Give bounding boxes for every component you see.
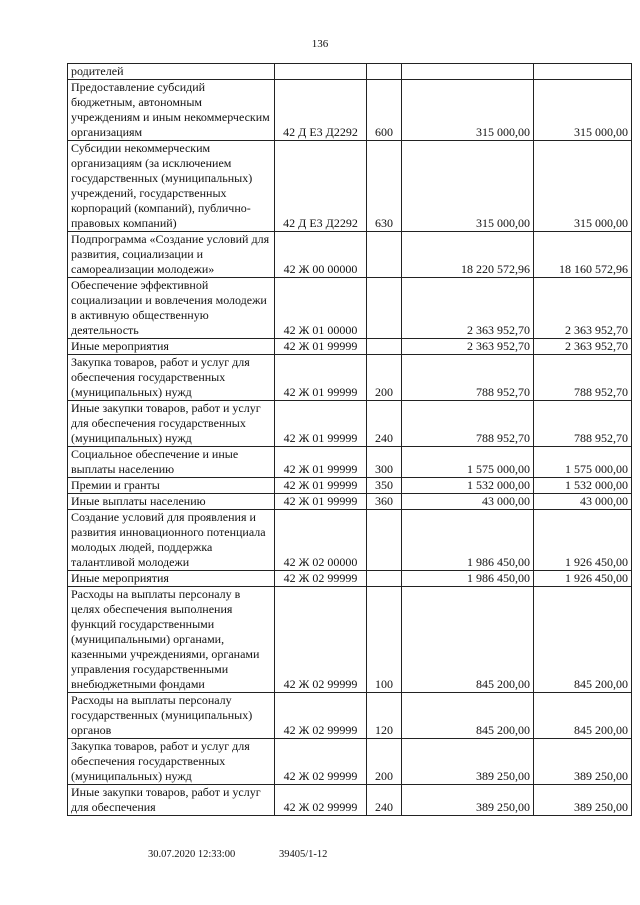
row-code-cell: 42 Ж 01 99999 bbox=[275, 339, 367, 355]
row-amount-1-cell: 2 363 952,70 bbox=[402, 339, 534, 355]
row-amount-1-cell: 1 575 000,00 bbox=[402, 447, 534, 478]
row-code-cell: 42 Ж 02 99999 bbox=[275, 785, 367, 816]
row-amount-2-cell: 788 952,70 bbox=[534, 401, 632, 447]
row-code-cell: 42 Ж 01 99999 bbox=[275, 355, 367, 401]
row-amount-1-cell: 845 200,00 bbox=[402, 693, 534, 739]
row-name-cell: Предоставление субсидий бюджетным, автономным учреждениям и иным некоммерческим организациям bbox=[68, 80, 275, 141]
row-name-cell: Иные закупки товаров, работ и услуг для обеспечения государственных (муниципальных) нужд bbox=[68, 401, 275, 447]
row-code-cell: 42 Ж 02 99999 bbox=[275, 571, 367, 587]
row-type-cell: 300 bbox=[367, 447, 402, 478]
footer-timestamp: 30.07.2020 12:33:00 bbox=[148, 849, 236, 860]
row-amount-1-cell: 43 000,00 bbox=[402, 494, 534, 510]
row-amount-1-cell: 1 532 000,00 bbox=[402, 478, 534, 494]
row-amount-1-cell: 845 200,00 bbox=[402, 587, 534, 693]
page-number: 136 bbox=[311, 38, 329, 50]
row-code-cell: 42 Д Е3 Д2292 bbox=[275, 80, 367, 141]
row-amount-2-cell: 18 160 572,96 bbox=[534, 232, 632, 278]
row-type-cell: 240 bbox=[367, 401, 402, 447]
row-amount-2-cell: 788 952,70 bbox=[534, 355, 632, 401]
row-name-cell: Расходы на выплаты персоналу в целях обеспечения выполнения функций государственными (муниципальными) органами, казенными учреждениями, органами управления государственными внебюджетными фондами bbox=[68, 587, 275, 693]
table-row bbox=[68, 587, 632, 693]
row-name-cell: Расходы на выплаты персоналу государственных (муниципальных) органов bbox=[68, 693, 275, 739]
budget-table-body bbox=[68, 64, 632, 816]
row-name-cell: Подпрограмма «Создание условий для развития, социализации и самореализации молодежи» bbox=[68, 232, 275, 278]
table-row bbox=[68, 339, 632, 355]
footer-doc-id: 39405/1-12 bbox=[279, 849, 328, 860]
row-type-cell: 600 bbox=[367, 80, 402, 141]
row-amount-1-cell: 2 363 952,70 bbox=[402, 278, 534, 339]
table-row bbox=[68, 80, 632, 141]
table-row bbox=[68, 278, 632, 339]
table-row bbox=[68, 693, 632, 739]
row-type-cell: 240 bbox=[367, 785, 402, 816]
row-amount-2-cell: 845 200,00 bbox=[534, 693, 632, 739]
row-name-cell: Иные мероприятия bbox=[68, 571, 275, 587]
row-name-cell: Иные мероприятия bbox=[68, 339, 275, 355]
table-row bbox=[68, 401, 632, 447]
row-type-cell bbox=[367, 64, 402, 80]
row-amount-2-cell: 389 250,00 bbox=[534, 785, 632, 816]
row-amount-1-cell bbox=[402, 64, 534, 80]
row-amount-1-cell: 315 000,00 bbox=[402, 80, 534, 141]
row-code-cell: 42 Ж 01 99999 bbox=[275, 478, 367, 494]
row-code-cell: 42 Ж 02 99999 bbox=[275, 693, 367, 739]
row-name-cell: Закупка товаров, работ и услуг для обеспечения государственных (муниципальных) нужд bbox=[68, 739, 275, 785]
row-name-cell: Обеспечение эффективной социализации и вовлечения молодежи в активную общественную деятельность bbox=[68, 278, 275, 339]
row-amount-1-cell: 389 250,00 bbox=[402, 785, 534, 816]
row-code-cell: 42 Ж 01 00000 bbox=[275, 278, 367, 339]
budget-table bbox=[67, 63, 632, 816]
row-name-cell: родителей bbox=[68, 64, 275, 80]
row-name-cell: Иные закупки товаров, работ и услуг для обеспечения bbox=[68, 785, 275, 816]
row-amount-2-cell: 1 575 000,00 bbox=[534, 447, 632, 478]
row-type-cell bbox=[367, 571, 402, 587]
row-code-cell: 42 Ж 02 99999 bbox=[275, 739, 367, 785]
table-row bbox=[68, 64, 632, 80]
table-row bbox=[68, 232, 632, 278]
row-type-cell bbox=[367, 510, 402, 571]
row-amount-1-cell: 788 952,70 bbox=[402, 401, 534, 447]
row-amount-2-cell: 2 363 952,70 bbox=[534, 278, 632, 339]
row-amount-2-cell bbox=[534, 64, 632, 80]
row-type-cell: 350 bbox=[367, 478, 402, 494]
row-name-cell: Закупка товаров, работ и услуг для обеспечения государственных (муниципальных) нужд bbox=[68, 355, 275, 401]
row-name-cell: Премии и гранты bbox=[68, 478, 275, 494]
row-code-cell: 42 Ж 01 99999 bbox=[275, 401, 367, 447]
row-amount-1-cell: 788 952,70 bbox=[402, 355, 534, 401]
row-type-cell bbox=[367, 232, 402, 278]
row-type-cell: 200 bbox=[367, 739, 402, 785]
row-amount-1-cell: 315 000,00 bbox=[402, 141, 534, 232]
row-type-cell: 120 bbox=[367, 693, 402, 739]
row-code-cell: 42 Ж 01 99999 bbox=[275, 494, 367, 510]
table-row bbox=[68, 739, 632, 785]
row-amount-1-cell: 1 986 450,00 bbox=[402, 510, 534, 571]
row-amount-1-cell: 1 986 450,00 bbox=[402, 571, 534, 587]
row-name-cell: Иные выплаты населению bbox=[68, 494, 275, 510]
table-row bbox=[68, 494, 632, 510]
row-type-cell bbox=[367, 278, 402, 339]
table-row bbox=[68, 785, 632, 816]
table-row bbox=[68, 571, 632, 587]
row-type-cell: 630 bbox=[367, 141, 402, 232]
table-row bbox=[68, 510, 632, 571]
row-amount-2-cell: 1 926 450,00 bbox=[534, 571, 632, 587]
row-amount-2-cell: 43 000,00 bbox=[534, 494, 632, 510]
row-type-cell: 100 bbox=[367, 587, 402, 693]
row-name-cell: Субсидии некоммерческим организациям (за исключением государственных (муниципальных) учреждений, государственных корпораций (компаний), публично-правовых компаний) bbox=[68, 141, 275, 232]
row-type-cell bbox=[367, 339, 402, 355]
row-name-cell: Создание условий для проявления и развития инновационного потенциала молодых людей, поддержка талантливой молодежи bbox=[68, 510, 275, 571]
row-code-cell: 42 Ж 02 99999 bbox=[275, 587, 367, 693]
table-row bbox=[68, 478, 632, 494]
row-amount-2-cell: 389 250,00 bbox=[534, 739, 632, 785]
row-name-cell: Социальное обеспечение и иные выплаты населению bbox=[68, 447, 275, 478]
row-amount-1-cell: 18 220 572,96 bbox=[402, 232, 534, 278]
table-row bbox=[68, 141, 632, 232]
row-code-cell: 42 Ж 02 00000 bbox=[275, 510, 367, 571]
row-type-cell: 360 bbox=[367, 494, 402, 510]
row-amount-2-cell: 315 000,00 bbox=[534, 141, 632, 232]
row-amount-2-cell: 2 363 952,70 bbox=[534, 339, 632, 355]
row-amount-2-cell: 845 200,00 bbox=[534, 587, 632, 693]
row-amount-2-cell: 1 532 000,00 bbox=[534, 478, 632, 494]
row-type-cell: 200 bbox=[367, 355, 402, 401]
row-code-cell: 42 Ж 00 00000 bbox=[275, 232, 367, 278]
table-row bbox=[68, 355, 632, 401]
table-row bbox=[68, 447, 632, 478]
row-amount-1-cell: 389 250,00 bbox=[402, 739, 534, 785]
row-amount-2-cell: 1 926 450,00 bbox=[534, 510, 632, 571]
row-code-cell: 42 Д Е3 Д2292 bbox=[275, 141, 367, 232]
row-code-cell bbox=[275, 64, 367, 80]
row-amount-2-cell: 315 000,00 bbox=[534, 80, 632, 141]
row-code-cell: 42 Ж 01 99999 bbox=[275, 447, 367, 478]
